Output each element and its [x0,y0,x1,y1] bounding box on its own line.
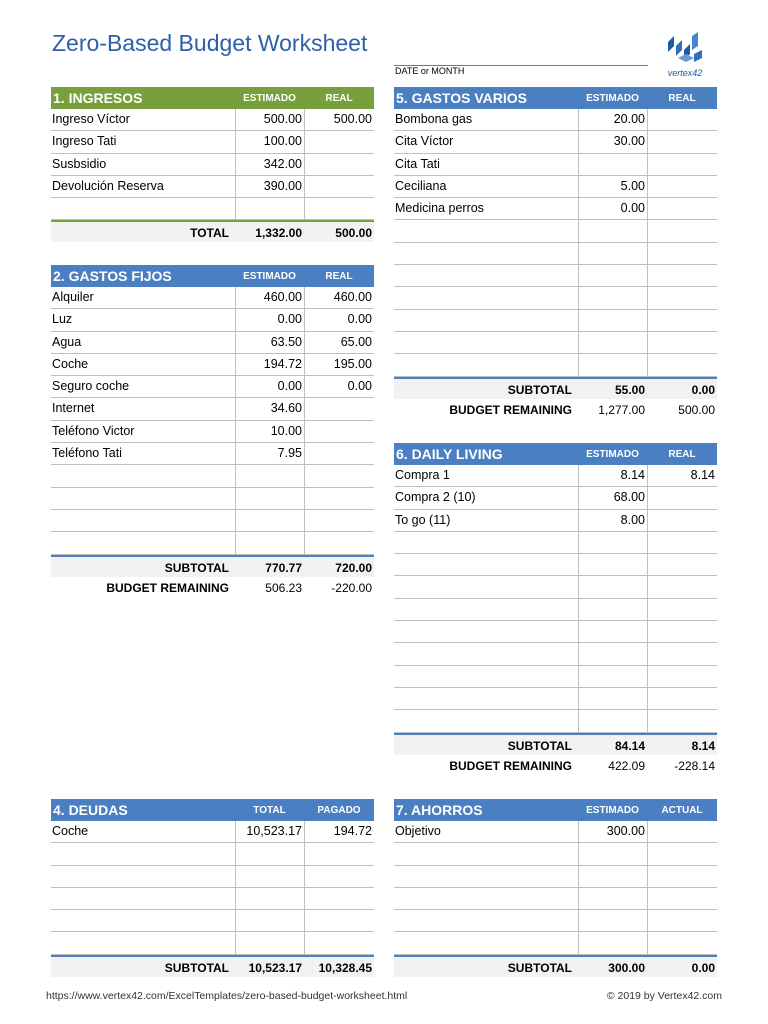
table-row [394,688,717,710]
item-cell[interactable]: Seguro coche [52,379,130,394]
value-cell-2[interactable] [304,910,374,931]
remaining-label: BUDGET REMAINING [449,758,572,773]
table-row [394,310,717,332]
table-row [51,910,374,932]
value-cell-1[interactable] [578,265,647,286]
item-cell[interactable]: Medicina perros [395,201,484,216]
date-label: DATE or MONTH [395,66,465,76]
value-cell-1[interactable] [578,666,647,687]
value-cell-2[interactable] [647,287,717,308]
value-cell-2[interactable] [647,487,717,508]
table-row [394,109,717,131]
value-cell-1[interactable]: 8.00 [578,510,647,531]
section-title: 1. INGRESOS [53,90,143,106]
page-title: Zero-Based Budget Worksheet [52,30,368,56]
table-row [394,666,717,688]
value-cell-2[interactable] [647,532,717,553]
table-row [51,465,374,487]
value-cell-1[interactable]: 34.60 [235,398,304,419]
total-row [51,220,374,242]
table-row [394,510,717,532]
table-row [394,265,717,287]
ingresos-header [51,87,374,109]
subtotal-actual: 0.00 [691,960,715,975]
column-header-estimado: ESTIMADO [243,92,296,104]
item-cell[interactable]: Teléfono Tati [52,446,122,461]
value-cell-1[interactable] [578,310,647,331]
item-cell[interactable] [51,465,235,486]
table-row [51,176,374,198]
footer-url[interactable]: https://www.vertex42.com/ExcelTemplates/zero-based-budget-worksheet.html [46,990,408,1002]
subtotal-real: 0.00 [691,382,715,397]
value-cell-2[interactable] [647,354,717,375]
item-cell[interactable]: Cita Tati [395,156,440,171]
ahorros-table [394,799,717,977]
column-header-estimado: ESTIMADO [586,804,639,816]
section-title: 6. DAILY LIVING [396,446,503,462]
item-cell[interactable] [51,488,235,509]
subtotal-label: SUBTOTAL [164,560,229,575]
value-cell-2[interactable] [647,154,717,175]
item-cell[interactable]: Susbsidio [52,156,107,171]
vertex42-logo-icon [660,32,710,68]
subtotal-estimado: 770.77 [265,560,302,575]
remaining-real: -228.14 [674,758,715,773]
table-row [394,176,717,198]
subtotal-label: SUBTOTAL [164,960,229,975]
value-cell-2[interactable] [304,176,374,197]
value-cell-2[interactable] [647,243,717,264]
item-cell[interactable]: Teléfono Victor [52,423,135,438]
column-header-actual: ACTUAL [661,804,703,816]
table-row [394,576,717,598]
value-cell-2[interactable]: 65.00 [304,332,374,353]
item-cell[interactable] [51,888,235,909]
table-row [51,376,374,398]
section-title: 7. AHORROS [396,802,483,818]
value-cell-2[interactable] [647,821,717,842]
item-cell[interactable] [394,888,578,909]
value-cell-1[interactable] [578,843,647,864]
value-cell-1[interactable]: 0.00 [235,309,304,330]
value-cell-2[interactable] [304,866,374,887]
item-cell[interactable] [394,310,578,331]
item-cell[interactable] [394,287,578,308]
value-cell-1[interactable]: 20.00 [578,109,647,130]
value-cell-1[interactable] [578,532,647,553]
daily-living-header [394,443,717,465]
value-cell-2[interactable] [647,599,717,620]
table-row [51,154,374,176]
item-cell[interactable] [51,932,235,953]
value-cell-1[interactable] [578,554,647,575]
column-header-real: REAL [325,270,353,282]
item-cell[interactable] [394,666,578,687]
table-row [394,599,717,621]
item-cell[interactable] [394,866,578,887]
item-cell[interactable] [394,576,578,597]
value-cell-1[interactable] [578,888,647,909]
item-cell[interactable] [394,532,578,553]
value-cell-1[interactable] [578,576,647,597]
value-cell-1[interactable]: 7.95 [235,443,304,464]
table-row [51,421,374,443]
value-cell-1[interactable] [578,354,647,375]
gastos-fijos-header [51,265,374,287]
table-row [51,932,374,954]
subtotal-row [51,555,374,577]
value-cell-2[interactable] [304,421,374,442]
column-header-total: TOTAL [253,804,286,816]
table-row [51,443,374,465]
subtotal-row [394,955,717,977]
table-row [51,821,374,843]
budget-remaining-row [394,399,717,421]
gastos-varios-header [394,87,717,109]
item-cell[interactable] [394,621,578,642]
item-cell[interactable]: Alquiler [52,290,94,304]
value-cell-2[interactable] [304,488,374,509]
table-row [51,843,374,865]
item-cell[interactable]: Internet [52,401,95,416]
value-cell-1[interactable]: 100.00 [235,131,304,152]
item-cell[interactable]: Devolución Reserva [52,178,164,193]
ahorros-header [394,799,717,821]
table-row [394,821,717,843]
value-cell-2[interactable] [647,554,717,575]
value-cell-2[interactable] [647,510,717,531]
value-cell-1[interactable]: 0.00 [578,198,647,219]
item-cell[interactable] [394,265,578,286]
value-cell-2[interactable] [647,866,717,887]
value-cell-2[interactable] [647,688,717,709]
value-cell-1[interactable]: 8.14 [578,465,647,486]
value-cell-2[interactable] [647,643,717,664]
value-cell-2[interactable] [304,443,374,464]
value-cell-2[interactable]: 460.00 [304,287,374,308]
value-cell-1[interactable] [235,532,304,553]
subtotal-pagado: 10,328.45 [318,960,372,975]
value-cell-1[interactable]: 30.00 [578,131,647,152]
item-cell[interactable] [51,532,235,553]
value-cell-2[interactable] [647,621,717,642]
value-cell-1[interactable] [578,932,647,953]
value-cell-2[interactable]: 8.14 [647,465,717,486]
value-cell-2[interactable] [647,910,717,931]
item-cell[interactable] [51,510,235,531]
subtotal-row [394,377,717,399]
table-row [51,532,374,554]
table-row [394,287,717,309]
value-cell-2[interactable] [647,109,717,130]
item-cell[interactable] [51,910,235,931]
value-cell-2[interactable] [647,265,717,286]
item-cell[interactable]: Luz [52,312,73,327]
table-row [394,910,717,932]
item-cell[interactable] [51,843,235,864]
value-cell-2[interactable] [304,198,374,219]
value-cell-2[interactable] [304,398,374,419]
item-cell[interactable]: Bombona gas [395,112,473,126]
table-row [394,554,717,576]
table-row [51,488,374,510]
table-row [51,287,374,309]
value-cell-2[interactable] [647,843,717,864]
value-cell-2[interactable] [647,131,717,152]
table-row [394,532,717,554]
gastos-varios-table [394,87,717,421]
value-cell-1[interactable]: 300.00 [578,821,647,842]
table-row [51,131,374,153]
value-cell-1[interactable] [235,843,304,864]
value-cell-2[interactable] [304,510,374,531]
item-cell[interactable] [394,599,578,620]
item-cell[interactable] [394,843,578,864]
deudas-header [51,799,374,821]
subtotal-real: 8.14 [691,738,715,753]
value-cell-1[interactable] [578,599,647,620]
item-cell[interactable] [51,866,235,887]
value-cell-1[interactable] [578,243,647,264]
item-cell[interactable]: Agua [52,334,82,349]
value-cell-1[interactable] [578,220,647,241]
item-cell[interactable]: Objetivo [395,824,441,838]
item-cell[interactable]: Cita Víctor [395,134,454,149]
table-row [394,243,717,265]
table-row [394,643,717,665]
subtotal-estimado: 300.00 [608,960,645,975]
remaining-real: -220.00 [331,580,372,595]
column-header-real: REAL [668,92,696,104]
value-cell-2[interactable] [647,198,717,219]
footer-copyright: © 2019 by Vertex42.com [606,990,722,1002]
value-cell-2[interactable]: 500.00 [304,109,374,130]
value-cell-2[interactable] [304,532,374,553]
table-row [51,332,374,354]
gastos-fijos-table [51,265,374,599]
value-cell-2[interactable] [304,888,374,909]
remaining-real: 500.00 [678,402,715,417]
value-cell-1[interactable]: 10,523.17 [235,821,304,842]
value-cell-1[interactable] [235,198,304,219]
item-cell[interactable] [394,710,578,731]
value-cell-2[interactable] [647,666,717,687]
table-row [394,866,717,888]
deudas-table [51,799,374,977]
total-estimado: 1,332.00 [255,226,302,241]
table-row [394,131,717,153]
remaining-label: BUDGET REMAINING [106,580,229,595]
item-cell[interactable] [394,354,578,375]
item-cell[interactable] [394,243,578,264]
column-header-pagado: PAGADO [317,804,361,816]
table-row [394,354,717,376]
value-cell-2[interactable]: 195.00 [304,354,374,375]
table-row [394,332,717,354]
item-cell[interactable]: Ceciliana [395,178,447,193]
value-cell-2[interactable] [304,932,374,953]
item-cell[interactable]: Ingreso Víctor [52,112,130,126]
remaining-label: BUDGET REMAINING [449,402,572,417]
value-cell-1[interactable]: 342.00 [235,154,304,175]
value-cell-1[interactable] [235,866,304,887]
budget-remaining-row [394,755,717,777]
value-cell-2[interactable]: 0.00 [304,376,374,397]
table-row [394,932,717,954]
table-row [394,621,717,643]
section-title: 5. GASTOS VARIOS [396,90,527,106]
table-row [394,198,717,220]
value-cell-1[interactable] [578,643,647,664]
value-cell-1[interactable]: 500.00 [235,109,304,130]
section-title: 2. GASTOS FIJOS [53,268,172,284]
value-cell-1[interactable]: 0.00 [235,376,304,397]
value-cell-1[interactable]: 390.00 [235,176,304,197]
column-header-estimado: ESTIMADO [243,270,296,282]
value-cell-2[interactable] [304,154,374,175]
table-row [394,220,717,242]
value-cell-1[interactable] [235,510,304,531]
remaining-estimado: 1,277.00 [598,402,645,417]
value-cell-1[interactable]: 63.50 [235,332,304,353]
logo-text: vertex42 [667,68,703,78]
subtotal-estimado: 84.14 [614,738,645,753]
value-cell-1[interactable]: 68.00 [578,487,647,508]
value-cell-1[interactable] [235,932,304,953]
table-row [51,398,374,420]
value-cell-1[interactable]: 5.00 [578,176,647,197]
value-cell-2[interactable]: 0.00 [304,309,374,330]
table-row [394,710,717,732]
total-real: 500.00 [335,226,372,241]
value-cell-1[interactable]: 194.72 [235,354,304,375]
value-cell-2[interactable] [647,932,717,953]
value-cell-2[interactable] [647,220,717,241]
item-cell[interactable] [394,220,578,241]
value-cell-1[interactable] [578,154,647,175]
value-cell-1[interactable] [578,866,647,887]
table-row [51,309,374,331]
section-title: 4. DEUDAS [53,802,128,818]
value-cell-1[interactable] [578,621,647,642]
subtotal-row [51,955,374,977]
table-row [51,510,374,532]
daily-living-table [394,443,717,777]
item-cell[interactable] [51,198,235,219]
table-row [51,198,374,220]
value-cell-1[interactable] [578,910,647,931]
table-row [51,888,374,910]
subtotal-total: 10,523.17 [248,960,302,975]
table-row [51,354,374,376]
value-cell-2[interactable] [304,465,374,486]
column-header-estimado: ESTIMADO [586,92,639,104]
value-cell-1[interactable]: 460.00 [235,287,304,308]
value-cell-1[interactable] [235,910,304,931]
value-cell-2[interactable] [304,131,374,152]
value-cell-2[interactable] [647,888,717,909]
value-cell-1[interactable] [578,688,647,709]
value-cell-2[interactable]: 194.72 [304,821,374,842]
value-cell-2[interactable] [647,332,717,353]
subtotal-estimado: 55.00 [614,382,645,397]
remaining-estimado: 422.09 [608,758,645,773]
value-cell-2[interactable] [647,176,717,197]
item-cell[interactable]: To go (11) [395,512,451,527]
value-cell-1[interactable] [235,888,304,909]
item-cell[interactable] [394,688,578,709]
budget-remaining-row [51,577,374,599]
value-cell-2[interactable] [647,576,717,597]
value-cell-1[interactable] [235,465,304,486]
table-row [51,866,374,888]
total-label: TOTAL [190,226,229,241]
item-cell[interactable]: Coche [52,824,89,838]
value-cell-2[interactable] [647,310,717,331]
table-row [51,109,374,131]
table-row [394,888,717,910]
item-cell[interactable]: Ingreso Tati [52,134,117,149]
column-header-real: REAL [325,92,353,104]
item-cell[interactable]: Compra 1 [395,468,450,482]
vertex42-logo [660,32,710,80]
subtotal-real: 720.00 [335,560,372,575]
value-cell-1[interactable] [235,488,304,509]
value-cell-2[interactable] [647,710,717,731]
item-cell[interactable] [394,932,578,953]
table-row [394,154,717,176]
value-cell-2[interactable] [304,843,374,864]
subtotal-label: SUBTOTAL [507,382,572,397]
item-cell[interactable]: Compra 2 (10) [395,490,476,505]
subtotal-label: SUBTOTAL [507,960,572,975]
ingresos-table [51,87,374,242]
table-row [394,487,717,509]
column-header-real: REAL [668,448,696,460]
item-cell[interactable] [394,554,578,575]
value-cell-1[interactable]: 10.00 [235,421,304,442]
item-cell[interactable] [394,643,578,664]
item-cell[interactable] [394,910,578,931]
value-cell-1[interactable] [578,287,647,308]
item-cell[interactable]: Coche [52,356,89,371]
subtotal-row [394,733,717,755]
subtotal-label: SUBTOTAL [507,738,572,753]
table-row [394,465,717,487]
remaining-estimado: 506.23 [265,580,302,595]
column-header-estimado: ESTIMADO [586,448,639,460]
value-cell-1[interactable] [578,710,647,731]
table-row [394,843,717,865]
item-cell[interactable] [394,332,578,353]
value-cell-1[interactable] [578,332,647,353]
